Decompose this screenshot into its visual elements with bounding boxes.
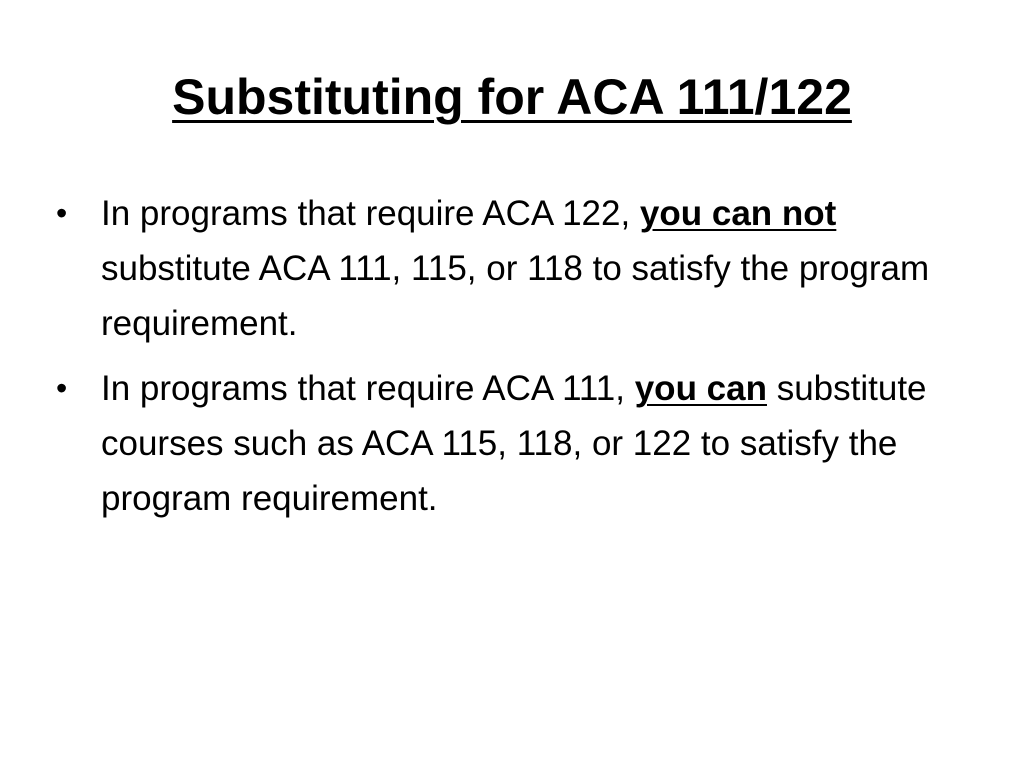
bullet-text-lead: In programs that require ACA 111, xyxy=(101,369,635,408)
bullet-emphasis: you can not xyxy=(639,194,837,233)
slide-title: Substituting for ACA 111/122 xyxy=(172,69,852,125)
bullet-text-tail: substitute ACA 111, 115, or 118 to satisfy the program requirement. xyxy=(101,249,930,343)
bullet-list xyxy=(56,186,956,536)
bullet-text-lead: In programs that require ACA 122, xyxy=(101,194,640,233)
bullet-marker: • xyxy=(56,370,68,406)
bullet-text-tail: substitute courses such as ACA 115, 118, or 122 to satisfy the program requirement. xyxy=(101,369,927,518)
bullet-emphasis: you can xyxy=(634,369,767,408)
bullet-marker: • xyxy=(56,195,68,231)
bullet-item-aca-122 xyxy=(56,186,956,351)
bullet-item-aca-111 xyxy=(56,361,956,526)
